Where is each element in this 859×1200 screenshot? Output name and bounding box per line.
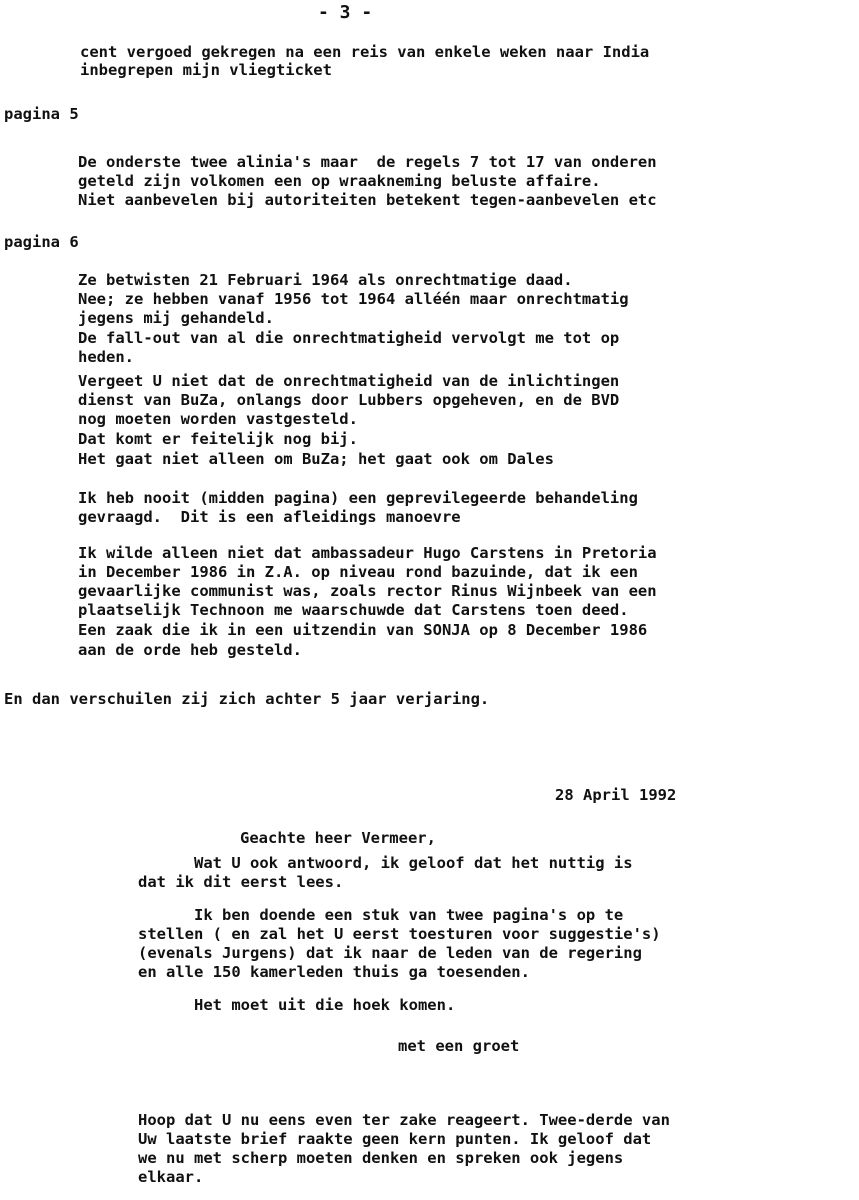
letter-date: 28 April 1992 <box>555 786 677 804</box>
intro-line-2: inbegrepen mijn vliegticket <box>80 61 332 79</box>
letter-para2-line-3: (evenals Jurgens) dat ik naar de leden van de regering <box>138 944 642 962</box>
postscript-line-2: Uw laatste brief raakte geen kern punten. Ik geloof dat <box>138 1130 652 1148</box>
closing-line: En dan verschuilen zij zich achter 5 jaar verjaring. <box>4 690 490 708</box>
p6-line-4: De fall-out van al die onrechtmatigheid vervolgt me tot op <box>78 329 620 347</box>
p6-line-8: nog moeten worden vastgesteld. <box>78 410 358 428</box>
letter-greeting: met een groet <box>398 1037 520 1055</box>
heading-pagina-5: pagina 5 <box>4 105 79 123</box>
letter-para3: Het moet uit die hoek komen. <box>138 996 456 1014</box>
postscript-line-3: we nu met scherp moeten denken en spreken ook jegens <box>138 1149 624 1167</box>
letter-para2-line-4: en alle 150 kamerleden thuis ga toesenden. <box>138 963 530 981</box>
p6-line-1: Ze betwisten 21 Februari 1964 als onrechtmatige daad. <box>78 271 573 289</box>
p6-para3-line-2: in December 1986 in Z.A. op niveau rond bazuinde, dat ik een <box>78 563 638 581</box>
p5-line-2: geteld zijn volkomen een op wraakneming beluste affaire. <box>78 172 601 190</box>
letter-salutation: Geachte heer Vermeer, <box>240 829 436 847</box>
p6-para3-line-1: Ik wilde alleen niet dat ambassadeur Hugo Carstens in Pretoria <box>78 544 657 562</box>
p6-line-2: Nee; ze hebben vanaf 1956 tot 1964 alléén maar onrechtmatig <box>78 290 629 308</box>
p5-line-3: Niet aanbevelen bij autoriteiten betekent tegen-aanbevelen etc <box>78 191 657 209</box>
heading-pagina-6: pagina 6 <box>4 233 79 251</box>
p6-line-5: heden. <box>78 348 134 366</box>
p6-para3-line-6: aan de orde heb gesteld. <box>78 641 302 659</box>
p6-para3-line-5: Een zaak die ik in een uitzendin van SONJA op 8 December 1986 <box>78 621 648 639</box>
p6-para3-line-3: gevaarlijke communist was, zoals rector Rinus Wijnbeek van een <box>78 582 657 600</box>
page-number: - 3 - <box>318 2 373 23</box>
p5-line-1: De onderste twee alinia's maar de regels 7 tot 17 van onderen <box>78 153 657 171</box>
p6-para3-line-4: plaatselijk Technoon me waarschuwde dat Carstens toen deed. <box>78 601 629 619</box>
p6-line-7: dienst van BuZa, onlangs door Lubbers opgeheven, en de BVD <box>78 391 620 409</box>
letter-para1-line-1: Wat U ook antwoord, ik geloof dat het nuttig is <box>138 854 633 872</box>
intro-line-1: cent vergoed gekregen na een reis van enkele weken naar India <box>80 43 650 61</box>
p6-line-6: Vergeet U niet dat de onrechtmatigheid van de inlichtingen <box>78 372 620 390</box>
letter-para2-line-1: Ik ben doende een stuk van twee pagina's op te <box>138 906 624 924</box>
p6-line-10: Het gaat niet alleen om BuZa; het gaat ook om Dales <box>78 450 554 468</box>
postscript-line-1: Hoop dat U nu eens even ter zake reageert. Twee-derde van <box>138 1111 670 1129</box>
letter-para2-line-2: stellen ( en zal het U eerst toesturen voor suggestie's) <box>138 925 661 943</box>
p6-para2-line-2: gevraagd. Dit is een afleidings manoevre <box>78 508 461 526</box>
p6-line-9: Dat komt er feitelijk nog bij. <box>78 430 358 448</box>
letter-para1-line-2: dat ik dit eerst lees. <box>138 873 344 891</box>
p6-line-3: jegens mij gehandeld. <box>78 309 274 327</box>
p6-para2-line-1: Ik heb nooit (midden pagina) een geprevilegeerde behandeling <box>78 489 638 507</box>
postscript-line-4: elkaar. <box>138 1168 204 1186</box>
